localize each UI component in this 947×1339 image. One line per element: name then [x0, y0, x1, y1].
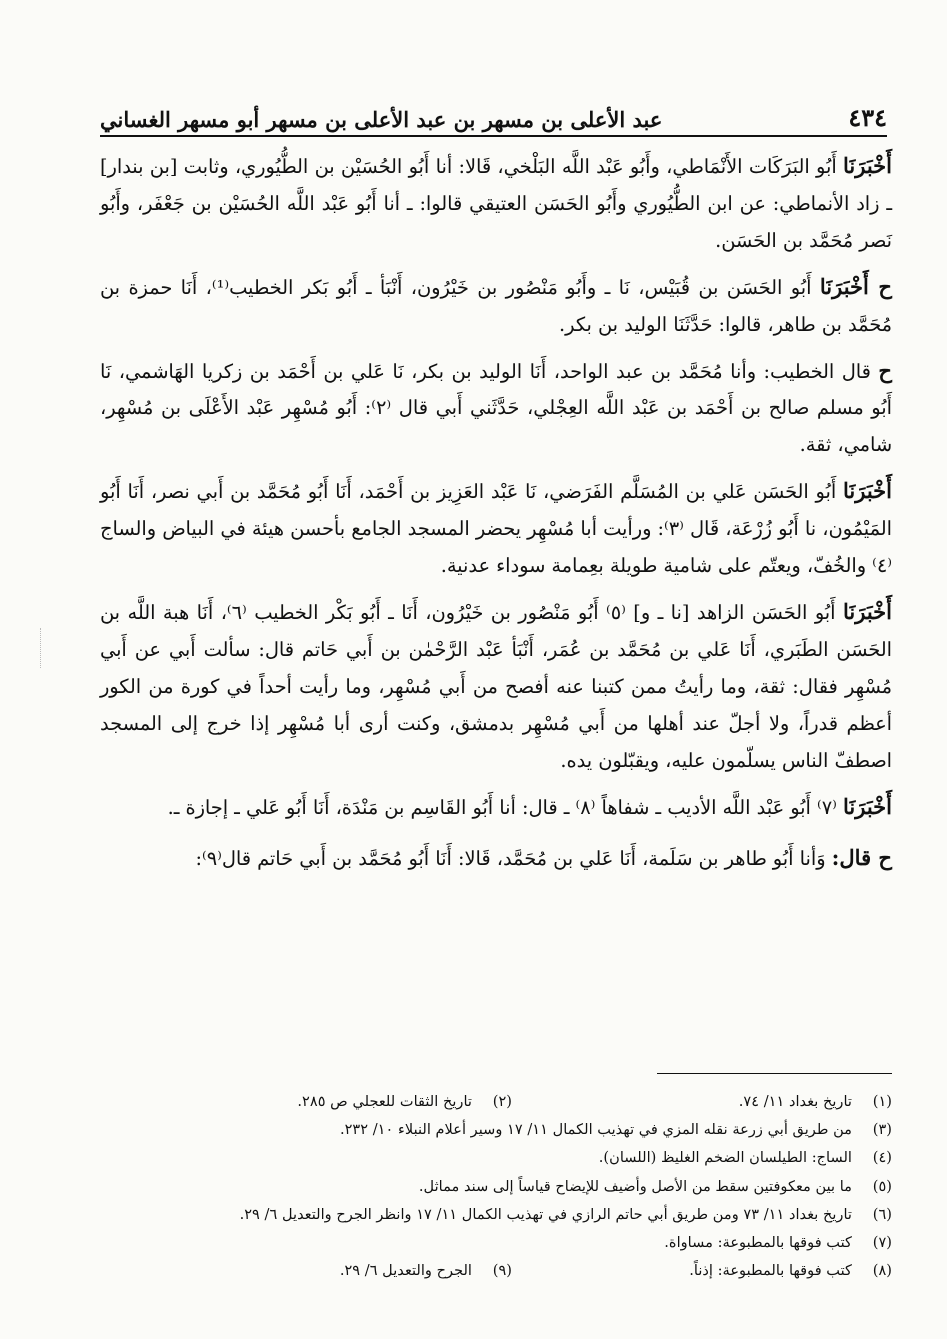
paragraph-text: ⁽٧⁾ أَبُو عَبْد اللَّه الأديب ـ شفاهاً ⁽٨⁾ ـ قال: أنا أَبُو القَاسِم بن مَنْدَة، أَنَا أَبُو عَلي ـ إجازة ـ.	[167, 795, 837, 819]
footnote-number: (٢)	[492, 1093, 512, 1110]
footnote-rule	[657, 1073, 892, 1074]
paragraph-text: أَبُو الحَسَن عَلي بن المُسَلَّم الفَرَضي، نَا عَبْد العَزِيز بن أَحْمَد، أَنَا أَبُو مُحَمَّد بن أَبي نصر، أَنَا أَبُو المَيْمُون، نا أَبُو زُرْعَة، قَال ⁽٣⁾: ورأيت أبا مُسْهِر يحضر المسجد الجامع بأحسن هيئة في البياض والساج ⁽٤⁾ والخُفّ، ويعتّم على شامية طويلة بعِمامة سوداء عدنية.	[100, 480, 892, 578]
paragraph-lead: أَخْبَرَنَا	[843, 478, 892, 504]
paragraph-2	[100, 269, 892, 344]
footnote-row	[100, 1144, 892, 1172]
page-number: ٤٣٤	[848, 103, 887, 132]
footnote-text: كتب فوقها بالمطبوعة: إذناً.	[689, 1262, 852, 1280]
footnote-number: (٦)	[872, 1205, 892, 1223]
page-header	[100, 92, 887, 132]
paragraph-text: أَبُو الحَسَن الزاهد [نا ـ و] ⁽٥⁾ أَبُو مَنْصُور بن خَيْرُون، أَنَا ـ أَبُو بَكْر الخطيب ⁽٦⁾، أَنَا هبة اللَّه بن الحَسَن الطَبَري، أَنَا عَلي بن مُحَمَّد بن عُمَر، أَنْبَأ عَبْد الرَّحْمٰن بن أَبي حَاتم قال: سألت أَبي عن أَبي مُسْهِر فقال: ثقة، وما رأيتُ ممن كتبنا عنه أفصح من أَبي مُسْهِر، وما رأيت أحداً في كورة من الكور أعظم قدراً، ولا أجلّ عند أهلها من أَبي مُسْهِر بدمشق، وكنت أرى أبا مُسْهِر إذا خرج إلى المسجد اصطفّ الناس يسلّمون عليه، ويقبّلون يده.	[100, 600, 892, 772]
footnote-row	[100, 1173, 892, 1201]
running-title: عبد الأعلى بن مسهر بن عبد الأعلى بن مسهر أبو مسهر الغساني	[100, 107, 663, 132]
paragraph-5	[100, 594, 892, 780]
paragraph-text: أَبُو الحَسَن بن قُبَيْس، نَا ـ وأَبُو مَنْصُور بن خَيْرُون، أَنْبَأ ـ أَبُو بَكر الخطيب⁽¹⁾، أَنَا حمزة بن مُحَمَّد بن طاهر، قالوا: حَدَّثَنَا الوليد بن بكر.	[100, 275, 892, 336]
paragraph-6	[100, 789, 892, 827]
footnote-text: ما بين معكوفتين سقط من الأصل وأضيف للإيضاح قياساً إلى سند مماثل.	[418, 1177, 852, 1195]
footnote-number: (٨)	[872, 1262, 892, 1280]
paragraph-text: قال الخطيب: وأنا مُحَمَّد بن عبد الواحد، أَنَا الوليد بن بكر، نَا عَلي بن أَحْمَد بن زكريا الهَاشمي، نَا أَبُو مسلم صالح بن أَحْمَد بن عَبْد اللَّه العِجْلي، حَدَّثَني أَبي قال ⁽٢⁾: أَبُو مُسْهِر عَبْد الأَعْلَى بن مُسْهِر، شامي، ثقة.	[100, 359, 892, 457]
paragraph-1	[100, 148, 892, 260]
paragraph-lead: ح أَخْبَرَنَا	[819, 273, 892, 299]
footnote-number: (٣)	[872, 1121, 892, 1139]
footnote-text: الجرح والتعديل ٦/ ٢٩.	[339, 1262, 472, 1280]
footnote-row	[100, 1088, 892, 1116]
footnote-text: من طريق أبي زرعة نقله المزي في تهذيب الكمال ١١/ ١٧ وسير أعلام النبلاء ١٠/ ٢٣٢.	[339, 1121, 852, 1139]
footnote-row	[100, 1116, 892, 1144]
margin-mark	[40, 628, 45, 668]
footnote-number: (٥)	[872, 1177, 892, 1195]
footnote-text: كتب فوقها بالمطبوعة: مساواة.	[664, 1234, 852, 1252]
paragraph-text: وَأنا أَبُو طاهر بن سَلَمة، أَنَا عَلي بن مُحَمَّد، قَالا: أَنَا أَبُو مُحَمَّد بن أَبي حَاتم قال⁽٩⁾:	[195, 847, 826, 871]
paragraph-lead: ح	[878, 357, 892, 383]
footnote-number: (١)	[872, 1093, 892, 1110]
paragraph-text: أَبُو البَرَكَات الأَنْمَاطي، وأَبُو عَبْد اللَّه البَلْخي، قَالا: أنا أَبُو الحُسَيْن بن الطُّيُوري، وثابت [بن بندار] ـ زاد الأنماطي: عن ابن الطُّيُوري وأَبُو الحَسَن العتيقي قالوا: ـ أنا أَبُو عَبْد اللَّه الحُسَيْن بن جَعْفَر، وأَبُو نَصر مُحَمَّد بن الحَسَن.	[100, 155, 892, 252]
footnote-text: تاريخ الثقات للعجلي ص ٢٨٥.	[297, 1093, 472, 1110]
paragraph-lead: أَخْبَرَنَا	[843, 153, 892, 178]
footnote-text: تاريخ بغداد ١١/ ٧٣ ومن طريق أبي حاتم الرازي في تهذيب الكمال ١١/ ١٧ وانظر الجرح والتعديل ٦/ ٢٩.	[239, 1205, 852, 1223]
paragraph-7	[100, 840, 892, 878]
main-text	[100, 148, 892, 878]
footnote-number: (٧)	[872, 1234, 892, 1252]
footnote-row	[100, 1201, 892, 1229]
footnote-number: (٤)	[872, 1149, 892, 1167]
paragraph-lead: ح قال:	[831, 845, 892, 871]
footnotes	[100, 1088, 892, 1285]
paragraph-lead: أَخْبَرَنَا	[843, 598, 892, 624]
paragraph-4	[100, 473, 892, 585]
footnote-text: تاريخ بغداد ١١/ ٧٤.	[738, 1093, 852, 1110]
footnote-number: (٩)	[492, 1262, 512, 1280]
footnote-row	[100, 1257, 892, 1285]
footnote-text: الساج: الطيلسان الضخم الغليظ (اللسان).	[598, 1149, 852, 1167]
header-rule	[100, 135, 887, 137]
footnote-row	[100, 1229, 892, 1257]
paragraph-lead: أَخْبَرَنَا	[843, 793, 892, 819]
paragraph-3	[100, 353, 892, 465]
